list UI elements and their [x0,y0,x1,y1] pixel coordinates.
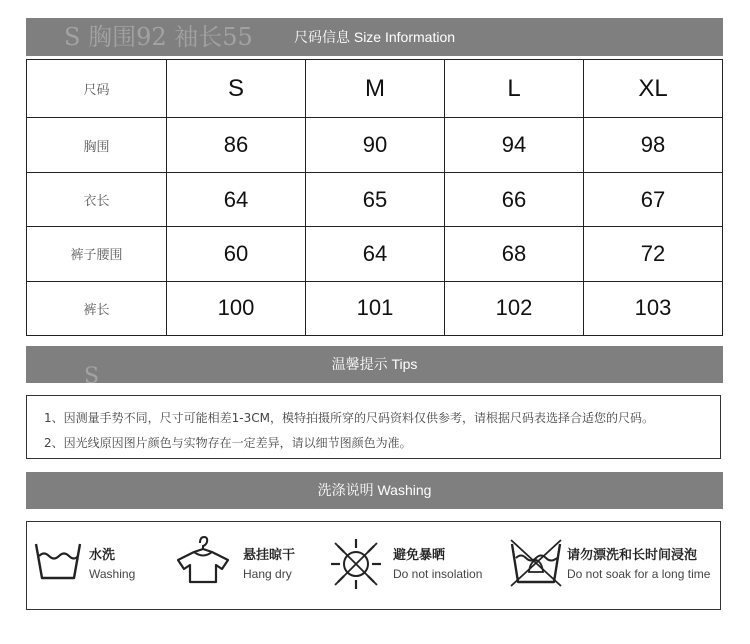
tip-line: 2、因光线原因图片颜色与实物存在一定差异，请以细节图颜色为准。 [44,436,412,450]
size-info-header [26,18,723,56]
wash-item-no-soak [509,522,719,609]
wash-cn-label: 避免暴晒 [393,548,446,563]
table-row [27,60,723,118]
wash-en-label: Do not insolation [393,567,483,581]
table-row [27,227,723,281]
cell-value: 98 [584,118,723,172]
table-row [27,172,723,226]
table-row [27,118,723,172]
wash-item-washing [33,522,183,609]
cell-value: 102 [445,281,584,335]
washing-header [26,472,723,509]
cell-value: 64 [306,227,445,281]
water-wash-icon [33,538,83,584]
cell-value: 67 [584,172,723,226]
wash-en-label: Hang dry [243,567,292,581]
row-label: 裤长 [27,281,167,335]
cell-value: 100 [167,281,306,335]
cell-value: 68 [445,227,584,281]
washing-box [26,521,721,610]
row-label: 胸围 [27,118,167,172]
washing-title: 洗涤说明 Washing [317,482,432,498]
tip-line: 1、因测量手势不同，尺寸可能相差1-3CM，模特拍摄所穿的尺码资料仅供参考，请根据尺码表选择合适您的尺码。 [44,411,654,425]
cell-value: 101 [306,281,445,335]
tips-header [26,346,723,389]
size-s: S [167,60,306,118]
cell-value: 94 [445,118,584,172]
wash-cn-label: 悬挂晾干 [243,548,296,563]
tips-title: 温馨提示 Tips [331,356,418,372]
ghost-watermark-text: S [84,364,100,389]
cell-value: 72 [584,227,723,281]
row-label: 裤子腰围 [27,227,167,281]
wash-en-label: Washing [89,567,136,581]
no-sun-icon [329,537,383,591]
size-info-title: 尺码信息 Size Information [293,29,456,45]
cell-value: 90 [306,118,445,172]
cell-value: 86 [167,118,306,172]
wash-en-label: Do not soak for a long time [567,567,711,581]
wash-cn-label: 请勿漂洗和长时间浸泡 [567,548,698,563]
size-xl: XL [584,60,723,118]
wash-item-hang-dry [173,522,333,609]
cell-value: 66 [445,172,584,226]
cell-value: 65 [306,172,445,226]
cell-value: 103 [584,281,723,335]
row-label: 衣长 [27,172,167,226]
cell-value: 60 [167,227,306,281]
size-l: L [445,60,584,118]
hang-dry-icon [173,534,233,584]
tips-box [26,395,721,459]
wash-item-no-sun [329,522,499,609]
no-soak-icon [509,538,563,588]
table-row [27,281,723,335]
size-table [26,59,723,336]
ghost-watermark-text: S 胸围92 袖长55 [64,23,253,51]
wash-cn-label: 水洗 [89,548,116,563]
size-header-label: 尺码 [27,60,167,118]
cell-value: 64 [167,172,306,226]
size-m: M [306,60,445,118]
